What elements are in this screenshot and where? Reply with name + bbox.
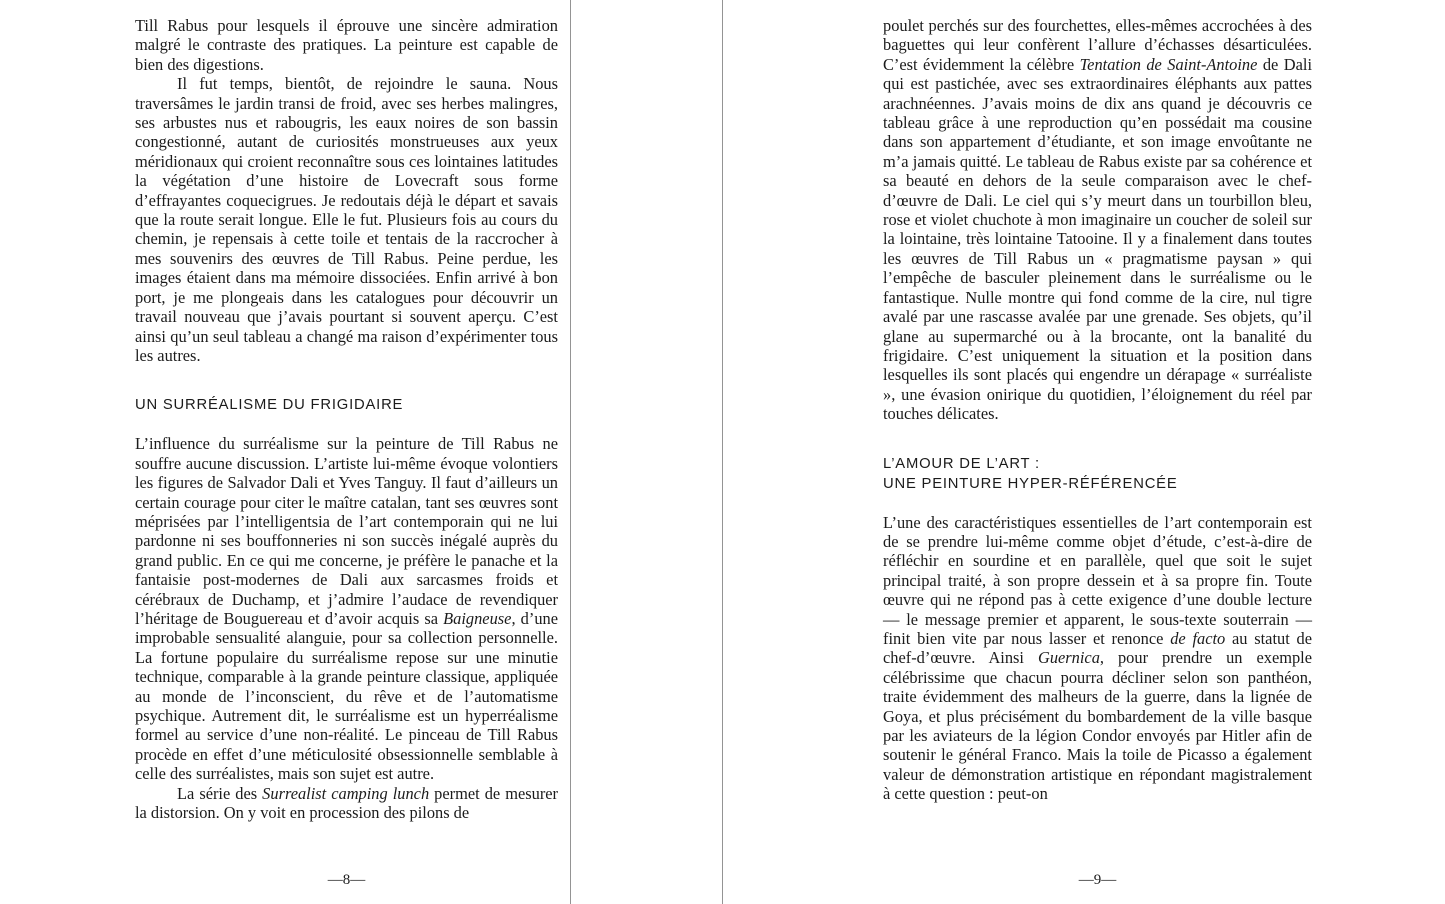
body-paragraph [135, 784, 558, 823]
italic-phrase: Guernica [1037, 648, 1100, 668]
section-heading: L’AMOUR DE L’ART : UNE PEINTURE HYPER-RÉFÉRENCÉE [883, 455, 1178, 492]
section-heading: UN SURRÉALISME DU FRIGIDAIRE [135, 397, 404, 414]
text-run: , d’une improbable sensualité alanguie, pour sa collection personnelle. La fortune populaire du surréalisme repose sur une minutie technique, comparable à la grande peinture classique, appliquée au monde de l’inconscient, du rêve et de l’automatisme psychique. Autrement dit, le surréalisme est un hyperréalisme formel au service d’une non-réalité. Le pinceau de Till Rabus procède en effet d’une méticulosité obsessionnelle semblable à celle des surréalistes, mais son sujet est autre. [135, 608, 558, 784]
italic-phrase: Baigneuse [443, 608, 512, 628]
text-run: Till Rabus pour lesquels il éprouve une sincère admiration malgré le contraste des pratiques. La peinture est capable de bien des digestions. [135, 16, 558, 74]
text-run: poulet perchés sur des fourchettes, elles-mêmes accrochées à des baguettes qui leur confèrent l’allure d’échasses désarticulées. C’est évidemment la célèbre [883, 16, 1312, 74]
italic-phrase: Surrealist camping lunch [262, 783, 430, 803]
body-paragraph [135, 74, 558, 365]
text-run: au statut de chef-d’œuvre. Ainsi [883, 628, 1313, 668]
text-run: L’une des caractéristiques essentielles de l’art contemporain est de se prendre lui-même comme objet d’étude, c’est-à-dire de réfléchir en sourdine et en parallèle, quel que soit le sujet principal traité, à son propre dessein et à sa propre fin. Toute œuvre qui ne répond pas à cette exigence d’une double lecture — le message premier et apparent, le sous-texte souterrain — finit bien vite par nous lasser et renonce [883, 512, 1312, 648]
italic-phrase: de facto [1170, 628, 1226, 648]
page-8-number: —8— [327, 872, 366, 888]
text-run: , pour prendre un exemple célébrissime que chacun pourra décliner selon son panthéon, traite évidemment des malheurs de la guerre, dans la lignée de Goya, et plus précisément du bombardement de la ville basque par les aviateurs de la légion Condor envoyés par Hitler afin de soutenir le général Franco. Mais la toile de Picasso a également valeur de démonstration artistique en répondant magistralement à cette question : peut-on [883, 648, 1312, 804]
spread-gutter [571, 0, 723, 904]
page-8-content [135, 16, 558, 822]
text-run: L’influence du surréalisme sur la peinture de Till Rabus ne souffre aucune discussion. L’artiste lui-même évoque volontiers les figures de Salvador Dali et Yves Tanguy. Il faut d’ailleurs un certain courage pour citer le maître catalan, tant ses œuvres sont méprisées par l’intelligentsia de l’art contemporain qui ne lui pardonne ni ses bouffonneries ni son succès inégalé auprès du grand public. En ce qui me concerne, je préfère le panache et la fantaisie post-modernes de Dali aux sarcasmes froids et cérébraux de Duchamp, et j’admire l’audace de revendiquer l’héritage de Bouguereau et d’avoir acquis sa [135, 434, 558, 628]
page-9-content [883, 16, 1312, 804]
page-9 [723, 0, 1445, 904]
page-9-number: —9— [1078, 872, 1117, 888]
body-paragraph [883, 513, 1312, 804]
text-run: permet de mesurer la distorsion. On y voit en procession des pilons de [135, 783, 559, 823]
body-paragraph [135, 434, 558, 783]
text-run: Il fut temps, bientôt, de rejoindre le sauna. Nous traversâmes le jardin transi de froid, avec ses herbes malingres, ses arbustes nus et rabougris, les eaux noires de son bassin congestionné, autant de curiosités monstrueuses aux yeux méridionaux qui croient reconnaître sous ces lointaines latitudes la végétation d’une histoire de Lovecraft sous forme d’effrayantes coquecigrues. Je redoutais déjà le départ et savais que la route serait longue. Elle le fut. Plusieurs fois au cours du chemin, je repensais à cette toile et tentais de la raccrocher à mes souvenirs des œuvres de Till Rabus. Peine perdue, les images étaient dans ma mémoire dissociées. Enfin arrivé à bon port, je me plongeais dans les catalogues pour découvrir un travail nouveau que j’avais pourtant si souvent aperçu. C’est ainsi qu’un seul tableau a changé ma raison d’expérimenter tous les autres. [135, 74, 558, 365]
page-8 [0, 0, 571, 904]
text-run: de Dali qui est pastichée, avec ses extraordinaires éléphants aux pattes arachnéennes. J’avais moins de dix ans quand je découvris ce tableau grâce à une reproduction qu’en possédait ma cousine dans son appartement d’étudiante, et son image envoûtante ne m’a jamais quitté. Le tableau de Rabus existe par sa cohérence et sa beauté en dehors de la seule comparaison avec le chef-d’œuvre de Dali. Le ciel qui s’y meurt dans un tourbillon bleu, rose et violet chuchote à mon imaginaire un coucher de soleil sur la lointaine, très lointaine Tatooine. Il y a finalement dans toutes les œuvres de Till Rabus un « pragmatisme paysan » qui l’empêche de basculer pleinement dans le surréalisme ou le fantastique. Nulle montre qui fond comme de la cire, nul tigre avalé par une rascasse avalée par une grenade. Ses objets, qu’il glane au supermarché ou à la brocante, ont la banalité du frigidaire. C’est uniquement la situation et la position dans lesquelles ils sont placés qui engendre un dérapage « surréaliste », une évasion onirique du quotidien, l’éloignement du réel par touches délicates. [883, 54, 1312, 424]
text-run: La série des [177, 783, 263, 803]
body-paragraph [883, 16, 1312, 424]
italic-phrase: Tentation de Saint-Antoine [1079, 54, 1258, 74]
body-paragraph [135, 16, 558, 74]
